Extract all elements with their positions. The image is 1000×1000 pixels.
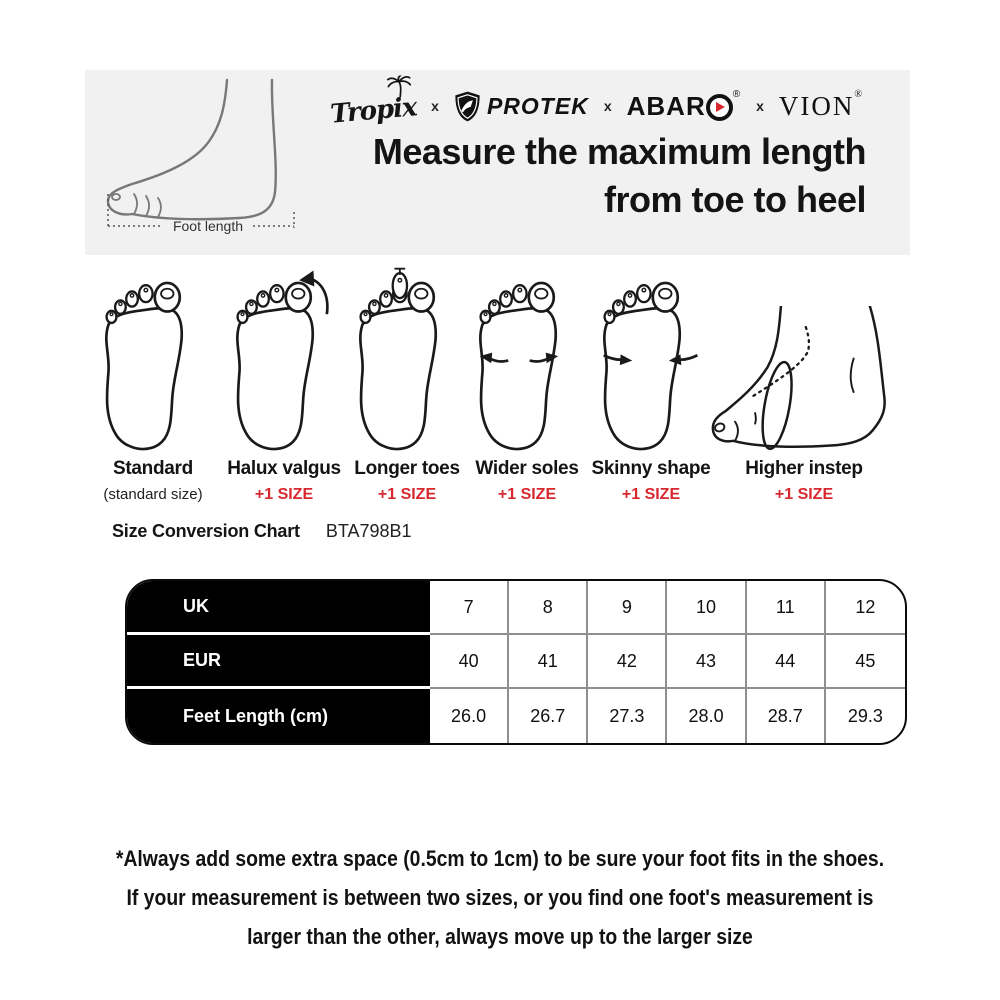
registered-mark: ® xyxy=(732,88,742,100)
size-cell: 42 xyxy=(588,635,667,689)
size-cell: 45 xyxy=(826,635,905,689)
foot-type-label: Standard xyxy=(113,458,193,479)
foot-type-label: Higher instep xyxy=(745,458,863,479)
abaro-wordmark: ABAR xyxy=(626,90,706,121)
foot-type-sublabel: +1 SIZE xyxy=(254,486,314,503)
size-cell: 28.0 xyxy=(667,689,746,743)
table-row-feet-length xyxy=(127,689,905,743)
foot-type-sublabel: +1 SIZE xyxy=(377,486,437,503)
size-cell: 44 xyxy=(747,635,826,689)
size-cell: 7 xyxy=(430,581,509,635)
foot-diagram-wider-soles xyxy=(467,266,587,457)
foot-type-sublabel: +1 SIZE xyxy=(621,486,681,503)
size-cell: 43 xyxy=(667,635,746,689)
measure-title-line1: Measure the maximum length xyxy=(372,131,866,172)
foot-type-sublabel: +1 SIZE xyxy=(774,486,834,503)
size-cell: 11 xyxy=(747,581,826,635)
table-row-eur xyxy=(127,635,905,689)
footnote-line1: *Always add some extra space (0.5cm to 1cm) to be sure your foot fits in the shoes. xyxy=(115,846,885,871)
size-cell: 41 xyxy=(509,635,588,689)
row-header: EUR xyxy=(127,635,430,689)
footnote xyxy=(60,839,940,956)
registered-mark: ® xyxy=(854,88,864,100)
table-row-uk xyxy=(127,581,905,635)
row-header: Feet Length (cm) xyxy=(127,689,430,743)
abaro-play-icon xyxy=(706,94,733,121)
model-code: BTA798B1 xyxy=(325,521,412,541)
protek-wordmark: PROTEK xyxy=(486,92,589,119)
size-cell: 12 xyxy=(826,581,905,635)
size-cell: 40 xyxy=(430,635,509,689)
size-cell: 26.7 xyxy=(509,689,588,743)
foot-side-view-drawing xyxy=(101,74,316,244)
vion-wordmark: VION xyxy=(778,90,855,121)
size-cell: 9 xyxy=(588,581,667,635)
size-cell: 26.0 xyxy=(430,689,509,743)
size-conversion-table xyxy=(125,579,907,745)
size-cell: 29.3 xyxy=(847,705,883,726)
protek-shield-icon xyxy=(454,91,481,122)
foot-diagram-longer-toes xyxy=(347,266,467,457)
footnote-line3: larger than the other, always move up to the larger size xyxy=(247,924,753,949)
foot-type-sublabel: +1 SIZE xyxy=(497,486,557,503)
foot-type-label: Wider soles xyxy=(475,458,579,479)
size-chart-heading xyxy=(112,521,412,542)
measure-title xyxy=(373,128,866,224)
logo-separator: x xyxy=(431,98,439,114)
brand-logos xyxy=(330,82,864,130)
palm-tree-icon xyxy=(386,75,414,99)
row-header: UK xyxy=(127,581,430,635)
abaro-logo xyxy=(626,88,742,122)
size-cell: 28.7 xyxy=(747,689,826,743)
foot-type-label: Halux valgus xyxy=(227,458,341,479)
size-chart-title: Size Conversion Chart xyxy=(112,521,300,541)
tropix-wordmark: Tropix xyxy=(329,92,418,130)
foot-diagram-standard xyxy=(93,266,213,457)
logo-separator: x xyxy=(603,98,612,114)
size-cell: 8 xyxy=(509,581,588,635)
foot-length-label: Foot length xyxy=(172,218,244,234)
foot-diagram-halux-valgus xyxy=(224,266,344,457)
foot-type-label: Skinny shape xyxy=(591,458,711,479)
protek-logo xyxy=(454,91,589,122)
measure-panel xyxy=(85,70,910,255)
foot-type-label: Longer toes xyxy=(354,458,460,479)
vion-logo xyxy=(778,88,864,122)
foot-diagram-skinny-shape xyxy=(591,266,711,457)
measure-title-line2: from toe to heel xyxy=(603,179,866,220)
tropix-logo xyxy=(329,82,418,129)
size-cell: 10 xyxy=(667,581,746,635)
logo-separator: x xyxy=(756,98,764,114)
foot-type-sublabel: (standard size) xyxy=(103,486,203,503)
size-cell: 27.3 xyxy=(588,689,667,743)
foot-diagram-higher-instep xyxy=(710,306,892,459)
footnote-line2: If your measurement is between two sizes, or you find one foot's measurement is xyxy=(126,885,874,910)
